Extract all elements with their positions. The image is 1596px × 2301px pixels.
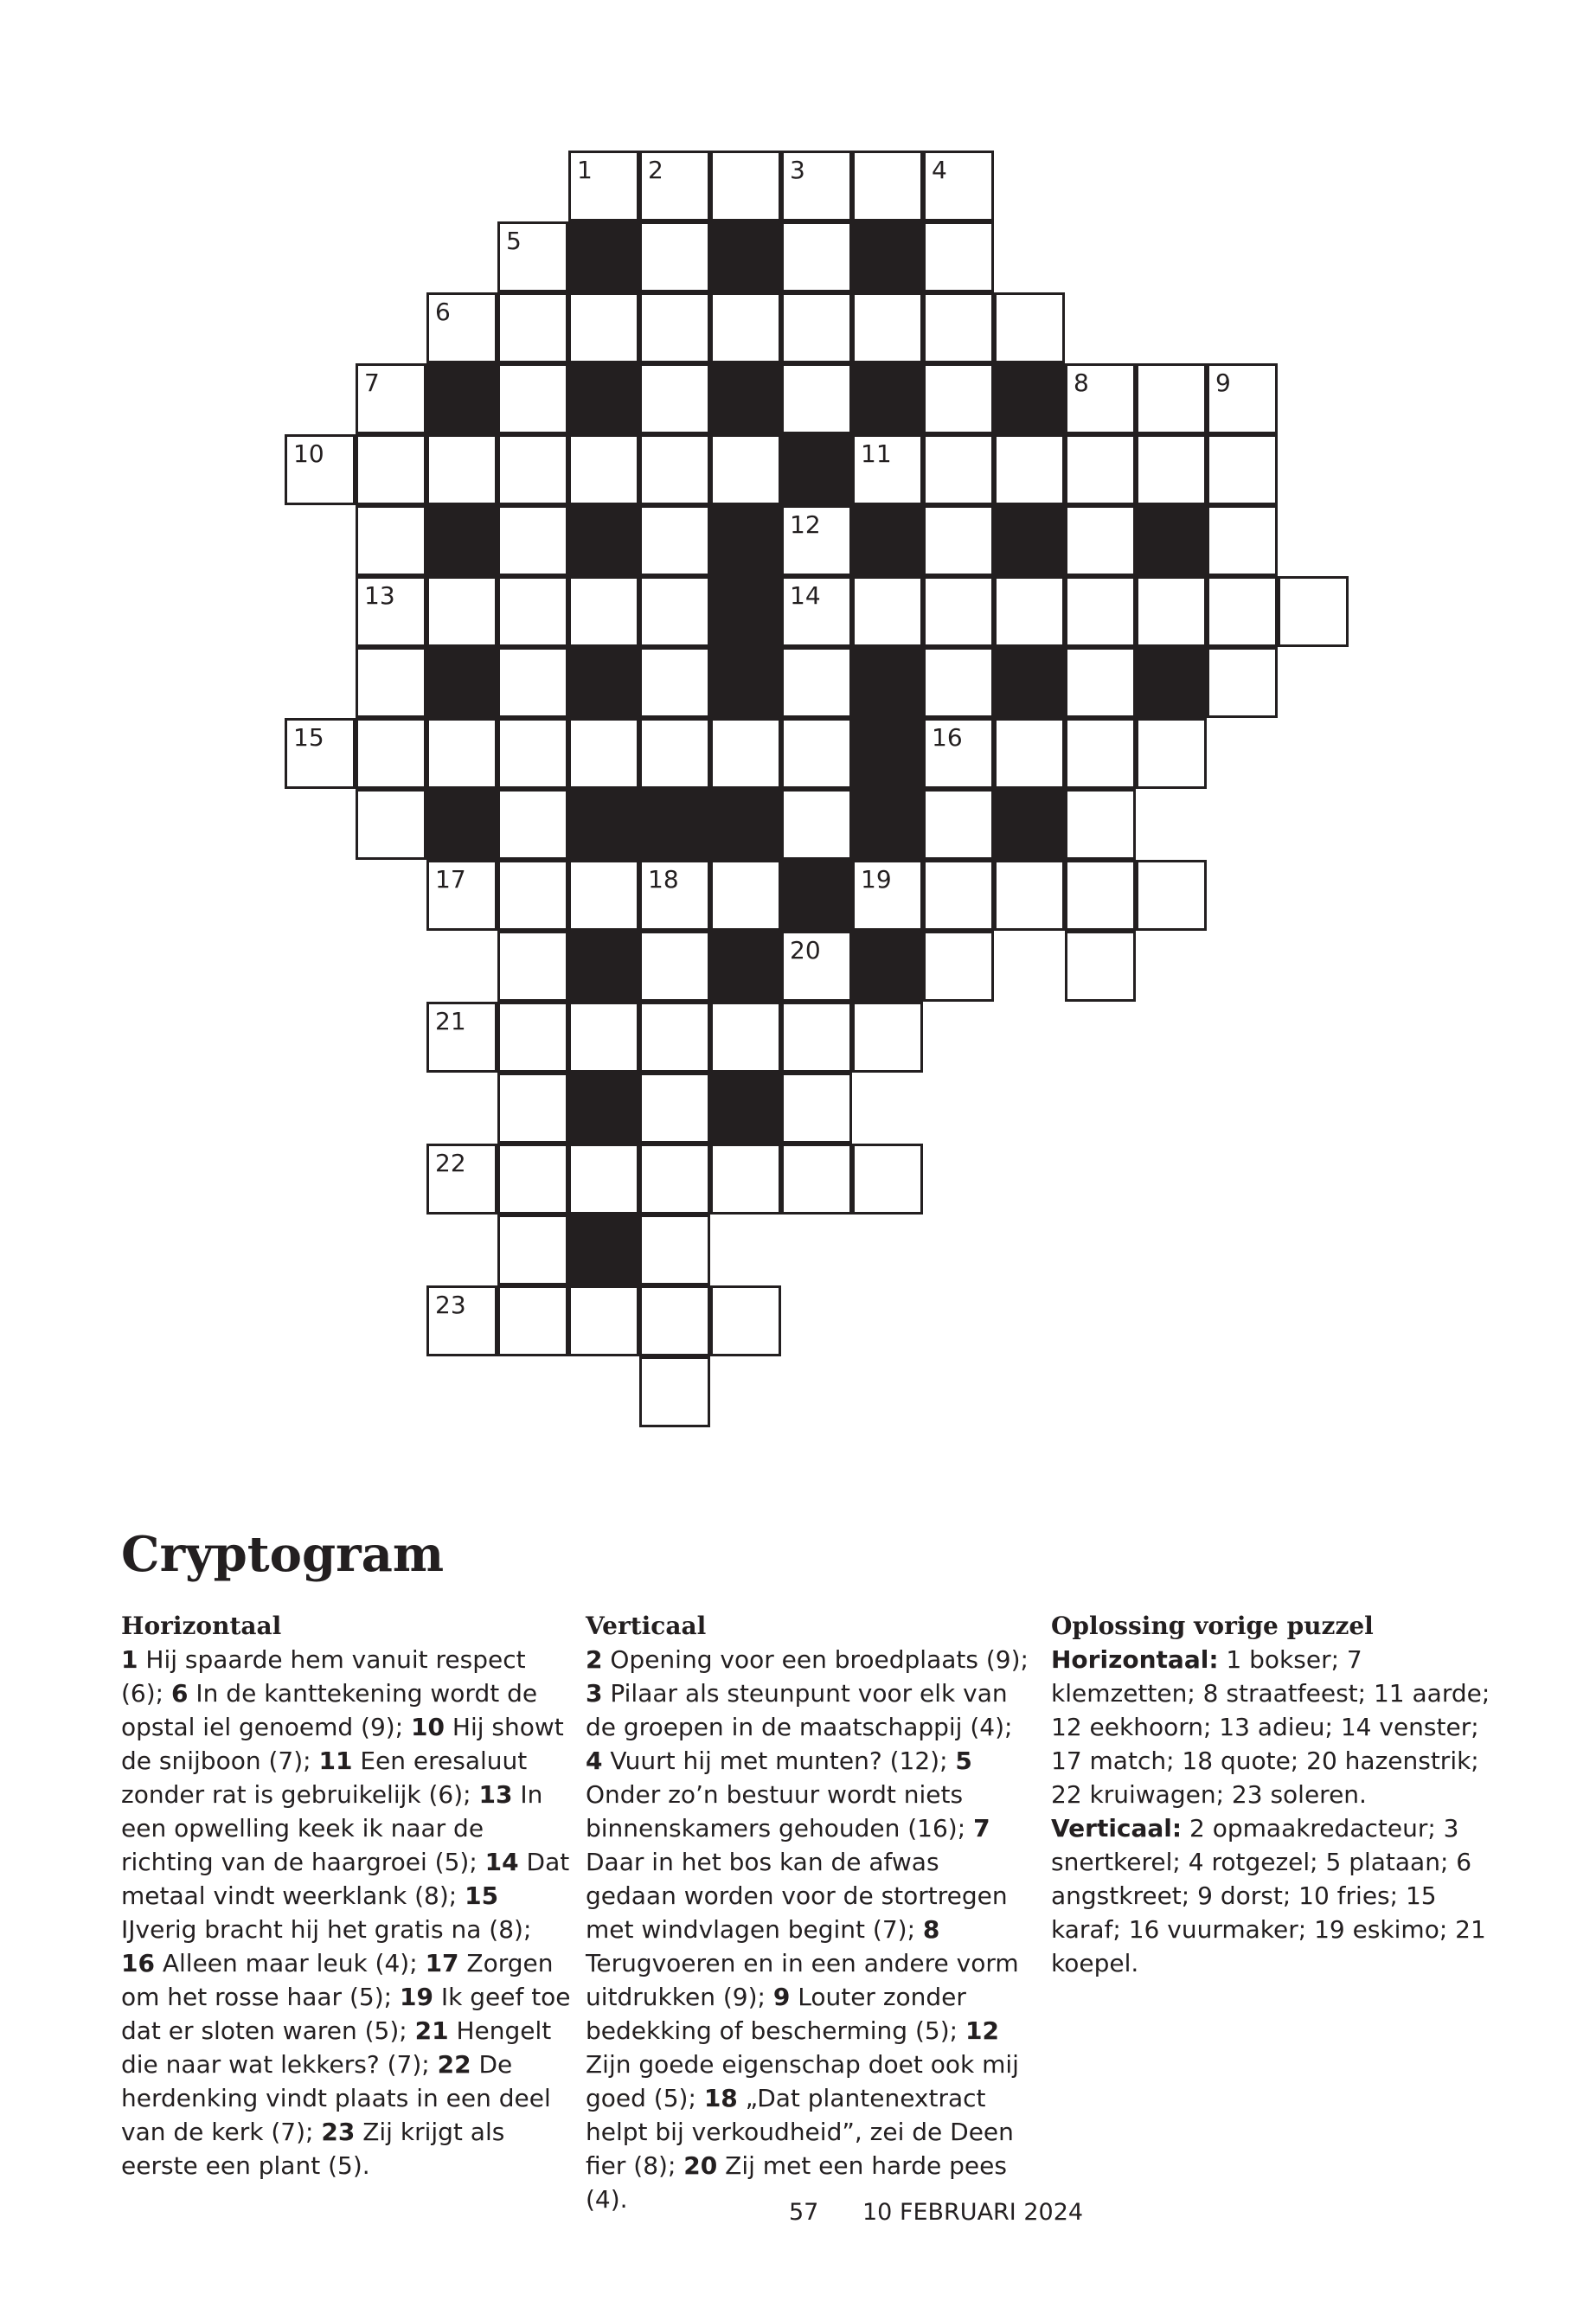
grid-cell[interactable] (923, 576, 994, 647)
grid-block (568, 647, 639, 718)
grid-cell[interactable] (568, 151, 639, 221)
grid-cell[interactable] (497, 434, 568, 505)
grid-block (710, 931, 781, 1002)
clue-number: 17 (435, 865, 466, 894)
grid-block (426, 363, 497, 434)
clue-number: 14 (484, 1848, 519, 1876)
grid-cell[interactable] (285, 434, 356, 505)
page-number: 57 (789, 2199, 819, 2226)
grid-cell[interactable] (852, 1144, 923, 1215)
grid-cell[interactable] (497, 860, 568, 931)
clue-number: 23 (435, 1291, 466, 1319)
grid-cell[interactable] (497, 1215, 568, 1285)
grid-block (1136, 647, 1207, 718)
grid-block (710, 576, 781, 647)
grid-cell[interactable] (639, 576, 710, 647)
grid-block (426, 789, 497, 860)
clue-text: Vuurt hij met munten? (12); (602, 1747, 956, 1775)
grid-cell[interactable] (1136, 860, 1207, 931)
clue-number: 21 (435, 1007, 466, 1035)
grid-cell[interactable] (497, 718, 568, 789)
clues-vertical (586, 1609, 1035, 2216)
grid-block (639, 789, 710, 860)
grid-cell[interactable] (639, 363, 710, 434)
grid-cell[interactable] (426, 860, 497, 931)
clue-number: 18 (648, 865, 679, 894)
solution-vertical-text: 2 opmaakredacteur; 3 snertkerel; 4 rotgezel; 5 plataan; 6 angstkreet; 9 dorst; 10 fries; 15 karaf; 16 vuurmaker; 19 eskimo; 21 koepel. (1051, 1814, 1486, 1977)
grid-cell[interactable] (923, 931, 994, 1002)
grid-block (568, 221, 639, 292)
clues-horizontal (121, 1609, 571, 2182)
grid-cell[interactable] (356, 363, 426, 434)
grid-cell[interactable] (639, 292, 710, 363)
clue-number: 6 (435, 298, 451, 326)
grid-cell[interactable] (994, 434, 1065, 505)
grid-cell[interactable] (923, 151, 994, 221)
clue-number: 9 (772, 1983, 791, 2011)
grid-cell[interactable] (710, 860, 781, 931)
clue-number: 1 (577, 156, 593, 184)
grid-cell[interactable] (639, 1285, 710, 1356)
grid-block (710, 505, 781, 576)
clue-number: 11 (318, 1747, 353, 1775)
grid-cell[interactable] (639, 505, 710, 576)
previous-solution-heading: Oplossing vorige puzzel (1051, 1612, 1374, 1640)
grid-cell[interactable] (639, 860, 710, 931)
grid-block (568, 789, 639, 860)
clue-number: 22 (435, 1149, 466, 1177)
grid-cell[interactable] (639, 1215, 710, 1285)
grid-block (568, 931, 639, 1002)
grid-cell[interactable] (781, 292, 852, 363)
clue-number: 20 (683, 2151, 718, 2180)
grid-cell[interactable] (356, 576, 426, 647)
grid-block (1136, 505, 1207, 576)
solution-vertical-label: Verticaal: (1051, 1814, 1183, 1843)
grid-cell[interactable] (426, 576, 497, 647)
grid-cell[interactable] (639, 1073, 710, 1144)
clue-text: De herdenking vindt plaats in een deel van de kerk (7); (121, 2050, 551, 2146)
grid-cell[interactable] (497, 1285, 568, 1356)
grid-cell[interactable] (781, 1073, 852, 1144)
grid-cell[interactable] (426, 1144, 497, 1215)
grid-cell[interactable] (356, 434, 426, 505)
grid-block (568, 505, 639, 576)
clue-text: In de kanttekening wordt de opstal iel genoemd (9); (121, 1679, 538, 1741)
clue-text: Zorgen om het rosse haar (5); (121, 1949, 554, 2011)
clue-number: 3 (586, 1679, 603, 1708)
grid-cell[interactable] (497, 505, 568, 576)
grid-cell[interactable] (1065, 647, 1136, 718)
grid-block (852, 931, 923, 1002)
grid-cell[interactable] (852, 1002, 923, 1073)
grid-block (568, 1215, 639, 1285)
grid-block (852, 221, 923, 292)
grid-cell[interactable] (285, 718, 356, 789)
clue-text: Daar in het bos kan de afwas gedaan worden voor de stortregen met windvlagen begint (7); (586, 1848, 1008, 1944)
clue-number: 12 (965, 2016, 999, 2045)
clue-number: 16 (932, 723, 963, 752)
clue-number: 13 (364, 581, 395, 610)
clue-text: Pilaar als steunpunt voor elk van de groepen in de maatschappij (4); (586, 1679, 1013, 1741)
grid-cell[interactable] (781, 151, 852, 221)
clue-number: 19 (399, 1983, 433, 2011)
grid-cell[interactable] (994, 292, 1065, 363)
previous-solution-vertical (1051, 1811, 1501, 1980)
grid-cell[interactable] (356, 647, 426, 718)
grid-cell[interactable] (568, 576, 639, 647)
grid-cell[interactable] (1136, 576, 1207, 647)
clue-number: 12 (790, 510, 821, 539)
grid-cell[interactable] (852, 860, 923, 931)
grid-cell[interactable] (781, 221, 852, 292)
grid-cell[interactable] (852, 292, 923, 363)
clue-text: Zij met een harde pees (4). (586, 2151, 1007, 2214)
grid-block (994, 363, 1065, 434)
grid-cell[interactable] (1207, 647, 1278, 718)
clue-text: Hij spaarde hem vanuit respect (6); (121, 1645, 526, 1708)
grid-cell[interactable] (568, 1285, 639, 1356)
grid-cell[interactable] (1207, 505, 1278, 576)
grid-cell[interactable] (710, 1285, 781, 1356)
clue-text: Een eresaluut zonder rat is gebruikelijk (6); (121, 1747, 528, 1809)
clue-number: 11 (861, 439, 892, 468)
grid-cell[interactable] (639, 931, 710, 1002)
clue-number: 20 (790, 936, 821, 965)
grid-cell[interactable] (710, 292, 781, 363)
grid-block (426, 647, 497, 718)
grid-cell[interactable] (356, 789, 426, 860)
clue-number: 10 (293, 439, 324, 468)
clue-number: 8 (922, 1915, 940, 1944)
grid-cell[interactable] (710, 151, 781, 221)
clue-text: Opening voor een broedplaats (9); (602, 1645, 1029, 1674)
grid-cell[interactable] (497, 1073, 568, 1144)
grid-cell[interactable] (426, 1285, 497, 1356)
grid-cell[interactable] (1065, 718, 1136, 789)
grid-cell[interactable] (568, 1002, 639, 1073)
clue-number: 3 (790, 156, 805, 184)
grid-block (994, 789, 1065, 860)
clue-number: 15 (465, 1881, 499, 1910)
clue-number: 21 (414, 2016, 449, 2045)
grid-cell[interactable] (639, 1002, 710, 1073)
grid-cell[interactable] (497, 931, 568, 1002)
clue-number: 5 (506, 227, 522, 255)
issue-date: 10 FEBRUARI 2024 (862, 2199, 1084, 2226)
grid-cell[interactable] (1065, 363, 1136, 434)
grid-block (710, 789, 781, 860)
grid-cell[interactable] (497, 292, 568, 363)
grid-cell[interactable] (923, 221, 994, 292)
grid-cell[interactable] (781, 789, 852, 860)
clue-number: 2 (586, 1645, 603, 1674)
grid-cell[interactable] (426, 434, 497, 505)
grid-cell[interactable] (497, 576, 568, 647)
clue-number: 7 (973, 1814, 990, 1843)
grid-block (710, 221, 781, 292)
clue-number: 6 (171, 1679, 189, 1708)
grid-cell[interactable] (639, 1356, 710, 1427)
clue-text: Zijn goede eigenschap doet ook mij goed (5); (586, 2050, 1019, 2112)
grid-cell[interactable] (781, 647, 852, 718)
grid-block (710, 1073, 781, 1144)
clues-vertical-list (586, 1643, 1035, 2216)
grid-cell[interactable] (923, 789, 994, 860)
grid-cell[interactable] (568, 718, 639, 789)
clue-text: Ik geef toe dat er sloten waren (5); (121, 1983, 571, 2045)
clue-text: Alleen maar leuk (4); (154, 1949, 426, 1977)
grid-cell[interactable] (852, 576, 923, 647)
clue-number: 18 (703, 2084, 738, 2112)
grid-cell[interactable] (781, 1002, 852, 1073)
grid-cell[interactable] (356, 505, 426, 576)
grid-cell[interactable] (1065, 931, 1136, 1002)
grid-cell[interactable] (497, 363, 568, 434)
grid-cell[interactable] (1136, 718, 1207, 789)
clues-vertical-heading: Verticaal (586, 1612, 707, 1640)
grid-cell[interactable] (994, 576, 1065, 647)
grid-block (781, 434, 852, 505)
grid-cell[interactable] (426, 292, 497, 363)
grid-cell[interactable] (426, 718, 497, 789)
clue-number: 16 (121, 1949, 155, 1977)
grid-block (852, 789, 923, 860)
grid-block (710, 363, 781, 434)
grid-cell[interactable] (1065, 576, 1136, 647)
grid-cell[interactable] (781, 576, 852, 647)
grid-cell[interactable] (923, 860, 994, 931)
grid-block (852, 718, 923, 789)
grid-block (852, 505, 923, 576)
grid-block (994, 505, 1065, 576)
clue-number: 19 (861, 865, 892, 894)
grid-cell[interactable] (639, 221, 710, 292)
clue-text: Louter zonder bedekking of bescherming (5); (586, 1983, 966, 2045)
grid-block (994, 647, 1065, 718)
clue-number: 17 (425, 1949, 459, 1977)
clue-text: Zij krijgt als eerste een plant (5). (121, 2118, 505, 2180)
grid-cell[interactable] (356, 718, 426, 789)
clue-number: 13 (478, 1780, 513, 1809)
grid-cell[interactable] (923, 292, 994, 363)
grid-cell[interactable] (639, 434, 710, 505)
previous-solution-horizontal (1051, 1643, 1501, 1811)
previous-solution (1051, 1609, 1501, 1980)
grid-cell[interactable] (1065, 789, 1136, 860)
grid-cell[interactable] (781, 1144, 852, 1215)
solution-horizontal-label: Horizontaal: (1051, 1645, 1219, 1674)
clue-text: Hij showt de snijboon (7); (121, 1713, 564, 1775)
grid-cell[interactable] (1278, 576, 1349, 647)
clue-number: 8 (1074, 369, 1089, 397)
grid-cell[interactable] (639, 718, 710, 789)
grid-cell[interactable] (568, 1144, 639, 1215)
clue-number: 4 (586, 1747, 603, 1775)
grid-block (710, 647, 781, 718)
clue-text: Hengelt die naar wat lekkers? (7); (121, 2016, 552, 2079)
clue-number: 4 (932, 156, 947, 184)
clue-text: „Dat plantenextract helpt bij verkoudheid”, zei de Deen fier (8); (586, 2084, 1014, 2180)
clues-horizontal-list (121, 1643, 571, 2182)
grid-cell[interactable] (568, 434, 639, 505)
grid-cell[interactable] (1065, 860, 1136, 931)
grid-cell[interactable] (923, 363, 994, 434)
grid-cell[interactable] (710, 718, 781, 789)
clue-number: 7 (364, 369, 380, 397)
grid-cell[interactable] (923, 434, 994, 505)
solution-horizontal-text: 1 bokser; 7 klemzetten; 8 straatfeest; 11 aarde; 12 eekhoorn; 13 adieu; 14 venster; 17 match; 18 quote; 20 hazenstrik; 22 kruiwagen; 23 soleren. (1051, 1645, 1490, 1809)
grid-block (781, 860, 852, 931)
clue-text: Terugvoeren en in een andere vorm uitdrukken (9); (586, 1949, 1019, 2011)
grid-cell[interactable] (710, 434, 781, 505)
clues-horizontal-heading: Horizontaal (121, 1612, 282, 1640)
grid-cell[interactable] (1136, 434, 1207, 505)
grid-cell[interactable] (568, 860, 639, 931)
grid-block (426, 505, 497, 576)
grid-cell[interactable] (639, 1144, 710, 1215)
grid-cell[interactable] (923, 505, 994, 576)
grid-cell[interactable] (781, 931, 852, 1002)
grid-cell[interactable] (1065, 434, 1136, 505)
grid-cell[interactable] (994, 718, 1065, 789)
grid-cell[interactable] (923, 647, 994, 718)
clue-text: IJverig bracht hij het gratis na (8); (121, 1915, 532, 1944)
grid-block (852, 647, 923, 718)
grid-cell[interactable] (1136, 363, 1207, 434)
grid-cell[interactable] (639, 151, 710, 221)
grid-cell[interactable] (1207, 576, 1278, 647)
grid-cell[interactable] (710, 1002, 781, 1073)
grid-cell[interactable] (426, 1002, 497, 1073)
grid-block (568, 1073, 639, 1144)
grid-cell[interactable] (639, 647, 710, 718)
grid-cell[interactable] (781, 505, 852, 576)
grid-cell[interactable] (497, 1002, 568, 1073)
grid-cell[interactable] (994, 860, 1065, 931)
grid-cell[interactable] (568, 292, 639, 363)
grid-cell[interactable] (923, 718, 994, 789)
grid-block (852, 363, 923, 434)
grid-cell[interactable] (497, 789, 568, 860)
grid-cell[interactable] (497, 1144, 568, 1215)
clue-text: Dat metaal vindt weerklank (8); (121, 1848, 570, 1910)
grid-cell[interactable] (852, 434, 923, 505)
grid-cell[interactable] (852, 151, 923, 221)
clue-number: 1 (121, 1645, 138, 1674)
grid-cell[interactable] (1065, 505, 1136, 576)
clue-text: In een opwelling keek ik naar de richting van de haargroei (5); (121, 1780, 543, 1876)
clue-number: 9 (1215, 369, 1231, 397)
grid-block (568, 363, 639, 434)
grid-cell[interactable] (497, 647, 568, 718)
grid-cell[interactable] (781, 718, 852, 789)
grid-cell[interactable] (1207, 363, 1278, 434)
grid-cell[interactable] (1207, 434, 1278, 505)
clue-number: 10 (411, 1713, 445, 1741)
grid-cell[interactable] (497, 221, 568, 292)
grid-cell[interactable] (710, 1144, 781, 1215)
clue-number: 5 (955, 1747, 972, 1775)
clue-number: 2 (648, 156, 663, 184)
clue-number: 15 (293, 723, 324, 752)
grid-cell[interactable] (781, 363, 852, 434)
clue-number: 22 (437, 2050, 471, 2079)
clue-number: 14 (790, 581, 821, 610)
clue-text: Onder zo’n bestuur wordt niets binnenskamers gehouden (16); (586, 1780, 974, 1843)
puzzle-title: Cryptogram (121, 1526, 445, 1583)
clue-number: 23 (321, 2118, 356, 2146)
